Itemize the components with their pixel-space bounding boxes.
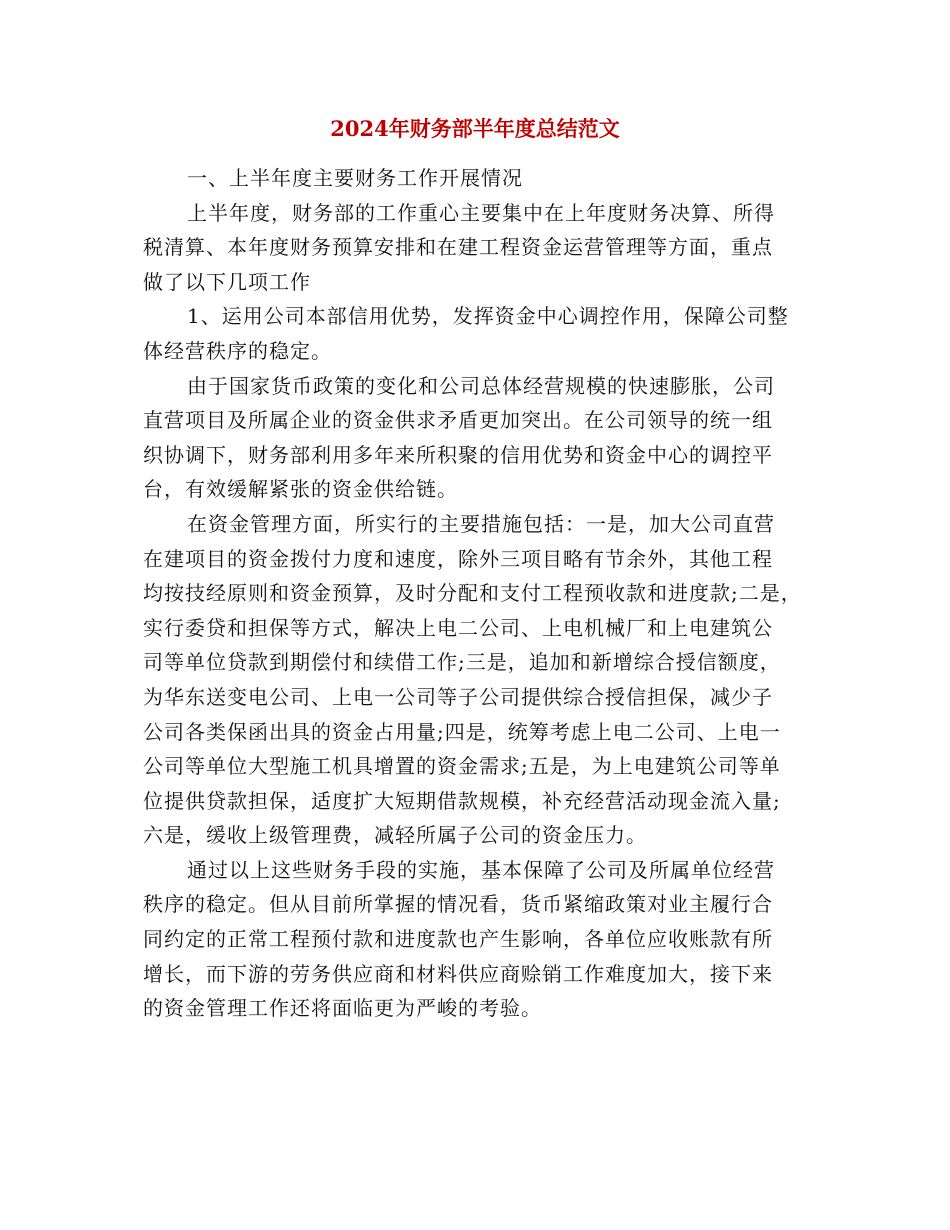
text-line: 六是，缓收上级管理费，减轻所属子公司的资金压力。 <box>143 823 647 848</box>
text-line: 通过以上这些财务手段的实施，基本保障了公司及所属单位经营 <box>187 857 775 882</box>
text-line: 公司等单位大型施工机具增置的资金需求;五是，为上电建筑公司等单 <box>143 754 781 779</box>
text-line: 同约定的正常工程预付款和进度款也产生影响，各单位应收账款有所 <box>143 927 773 952</box>
text-line: 体经营秩序的稳定。 <box>143 338 332 363</box>
text-line: 秩序的稳定。但从目前所掌握的情况看，货币紧缩政策对业主履行合 <box>143 892 773 917</box>
text-line: 增长，而下游的劳务供应商和材料供应商赊销工作难度加大，接下来 <box>143 961 773 986</box>
text-line: 实行委贷和担保等方式，解决上电二公司、上电机械厂和上电建筑公 <box>143 615 773 640</box>
paragraph <box>143 196 833 300</box>
text-line: 公司各类保函出具的资金占用量;四是，统筹考虑上电二公司、上电一 <box>143 719 781 744</box>
paragraph <box>143 299 833 368</box>
text-line: 1、运用公司本部信用优势，发挥资金中心调控作用，保障公司整 <box>187 304 789 329</box>
text-line: 在建项目的资金拨付力度和速度，除外三项目略有节余外，其他工程 <box>143 546 773 571</box>
text-line: 位提供贷款担保，适度扩大短期借款规模，补充经营活动现金流入量; <box>143 788 781 813</box>
paragraph <box>143 161 833 196</box>
text-line: 做了以下几项工作 <box>143 269 311 294</box>
text-line: 均按技经原则和资金预算，及时分配和支付工程预收款和进度款;二是， <box>143 581 802 606</box>
document-body <box>143 161 833 1026</box>
text-line: 上半年度，财务部的工作重心主要集中在上年度财务决算、所得 <box>187 200 775 225</box>
text-line: 台，有效缓解紧张的资金供给链。 <box>143 477 458 502</box>
text-line: 织协调下，财务部利用多年来所积聚的信用优势和资金中心的调控平 <box>143 442 773 467</box>
text-line: 一、上半年度主要财务工作开展情况 <box>187 166 523 190</box>
text-line: 税清算、本年度财务预算安排和在建工程资金运营管理等方面，重点 <box>143 235 773 260</box>
paragraph <box>143 853 833 1026</box>
paragraph <box>143 507 833 853</box>
paragraph <box>143 369 833 507</box>
text-line: 在资金管理方面，所实行的主要措施包括：一是，加大公司直营 <box>187 511 775 536</box>
document-title: 2024年财务部半年度总结范文 <box>330 116 620 141</box>
text-line: 为华东送变电公司、上电一公司等子公司提供综合授信担保，减少子 <box>143 684 773 709</box>
text-line: 的资金管理工作还将面临更为严峻的考验。 <box>143 996 542 1021</box>
text-line: 由于国家货币政策的变化和公司总体经营规模的快速膨胀，公司 <box>187 373 775 398</box>
text-line: 司等单位贷款到期偿付和续借工作;三是，追加和新增综合授信额度， <box>143 650 781 675</box>
text-line: 直营项目及所属企业的资金供求矛盾更加突出。在公司领导的统一组 <box>143 408 773 433</box>
